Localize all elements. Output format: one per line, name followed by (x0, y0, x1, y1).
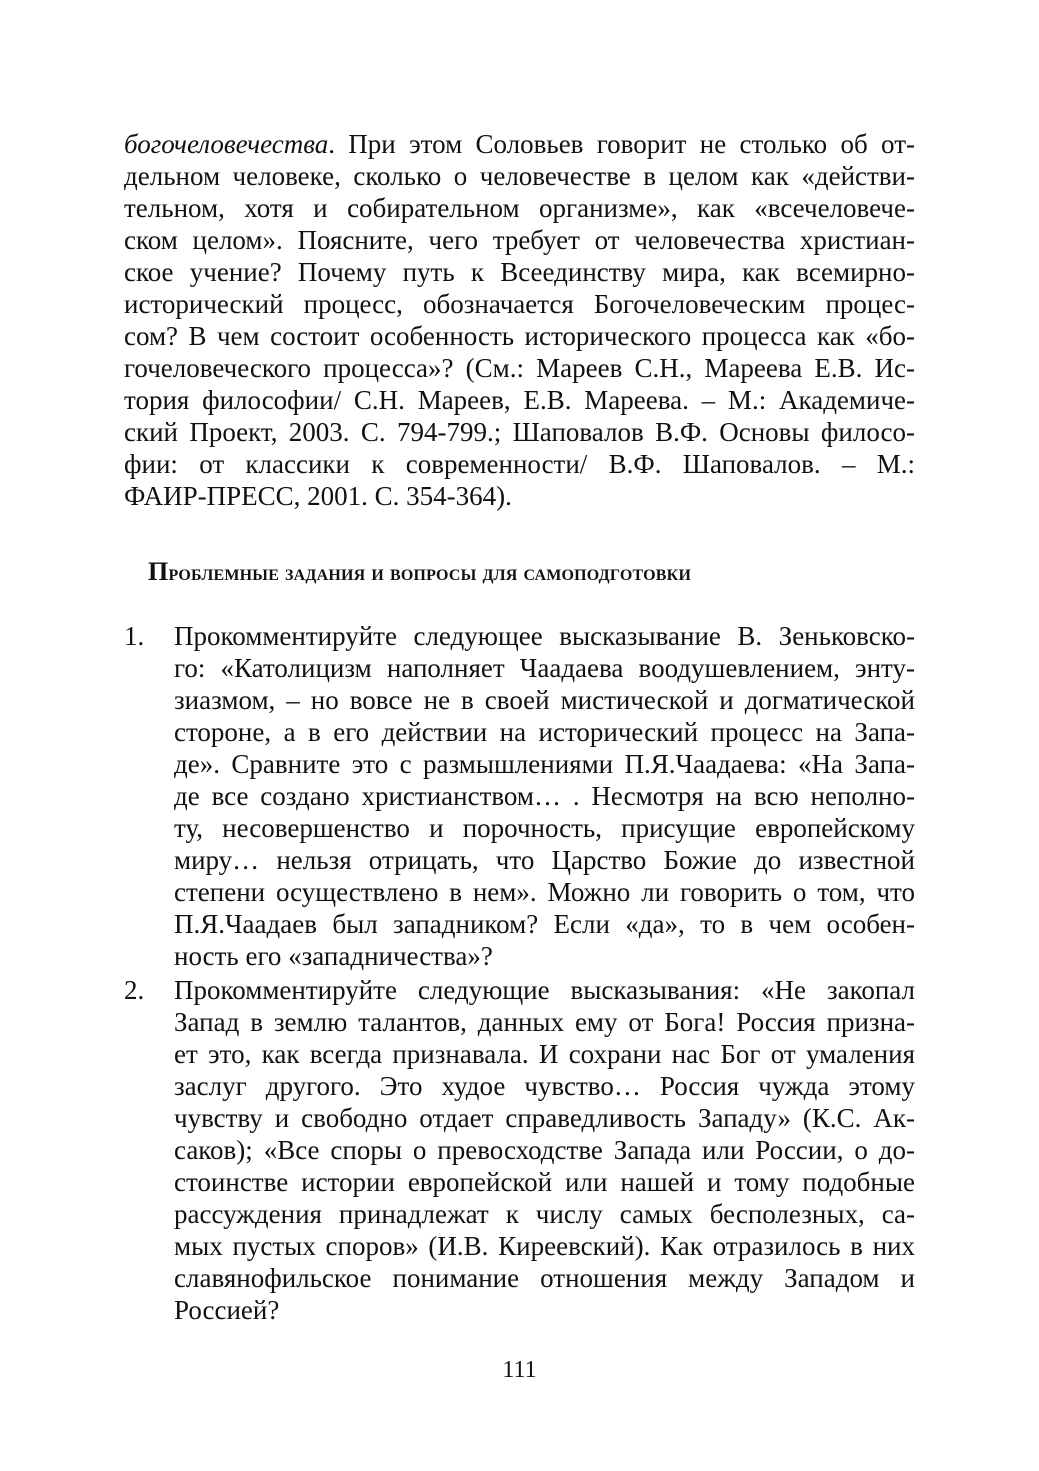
item-line: Прокомментируйте следующие высказывания: «Не закопал (174, 975, 915, 1005)
item-line: степени осуществлено в нем». Можно ли говорить о том, что (174, 877, 915, 907)
item-line: заслуг другого. Это худое чувство… Россия чужда этому (174, 1071, 915, 1101)
item-line: Запад в землю талантов, данных ему от Бога! Россия призна- (174, 1007, 915, 1037)
item-line: стороне, а в его действии на исторический процесс на Запа- (174, 717, 915, 747)
intro-line: фии: от классики к современности/ В.Ф. Шаповалов. – М.: (124, 449, 915, 479)
item-line: де». Сравните это с размышлениями П.Я.Чаадаева: «На Запа- (174, 749, 915, 779)
intro-line: сом? В чем состоит особенность исторического процесса как «бо- (124, 321, 915, 351)
intro-line: ФАИР-ПРЕСС, 2001. С. 354-364). (124, 481, 512, 511)
item-line: стоинстве истории европейской или нашей и тому подобные (174, 1167, 915, 1197)
intro-line: ском целом». Поясните, чего требует от человечества христиан- (124, 225, 915, 255)
item-line: Россией? (174, 1295, 280, 1325)
item-line: ность его «западничества»? (174, 941, 493, 971)
item-line: миру… нельзя отрицать, что Царство Божие до известной (174, 845, 915, 875)
intro-line: дельном человеке, сколько о человечестве в целом как «действи- (124, 161, 915, 191)
item-line: саков); «Все споры о превосходстве Запада или России, о до- (174, 1135, 915, 1165)
item-line: де все создано христианством… . Несмотря на всю неполно- (174, 781, 915, 811)
intro-line: богочеловечества. При этом Соловьев говорит не столько об от- (124, 129, 915, 159)
item-line: рассуждения принадлежат к числу самых бесполезных, са- (174, 1199, 915, 1229)
item-line: славянофильское понимание отношения между Западом и (174, 1263, 915, 1293)
item-number: 1. (124, 621, 145, 651)
section-heading: Проблемные задания и вопросы для самоподготовки (148, 557, 692, 586)
intro-line: тельном, хотя и собирательном организме», как «всечеловече- (124, 193, 915, 223)
intro-line: гочеловеческого процесса»? (См.: Мареев С.Н., Мареева Е.В. Ис- (124, 353, 915, 383)
item-number: 2. (124, 975, 145, 1005)
item-line: ет это, как всегда признавала. И сохрани нас Бог от умаления (174, 1039, 915, 1069)
item-line: Прокомментируйте следующее высказывание В. Зеньковско- (174, 621, 915, 651)
intro-line: тория философии/ С.Н. Мареев, Е.В. Мареева. – М.: Академиче- (124, 385, 915, 415)
item-line: го: «Католицизм наполняет Чаадаева воодушевлением, энту- (174, 653, 915, 683)
italic-term: богочеловечества (124, 129, 329, 159)
item-line: чувству и свободно отдает справедливость Западу» (К.С. Ак- (174, 1103, 915, 1133)
intro-line: исторический процесс, обозначается Богочеловеческим процес- (124, 289, 915, 319)
intro-line: ский Проект, 2003. С. 794-799.; Шаповалов В.Ф. Основы филосо- (124, 417, 915, 447)
item-line: ту, несовершенство и порочность, присущие европейскому (174, 813, 915, 843)
item-line: зиазмом, – но вовсе не в своей мистической и догматической (174, 685, 915, 715)
page-number: 111 (502, 1357, 537, 1383)
item-line: П.Я.Чаадаев был западником? Если «да», то в чем особен- (174, 909, 915, 939)
intro-line: ское учение? Почему путь к Всеединству мира, как всемирно- (124, 257, 915, 287)
item-line: мых пустых споров» (И.В. Киреевский). Как отразилось в них (174, 1231, 915, 1261)
